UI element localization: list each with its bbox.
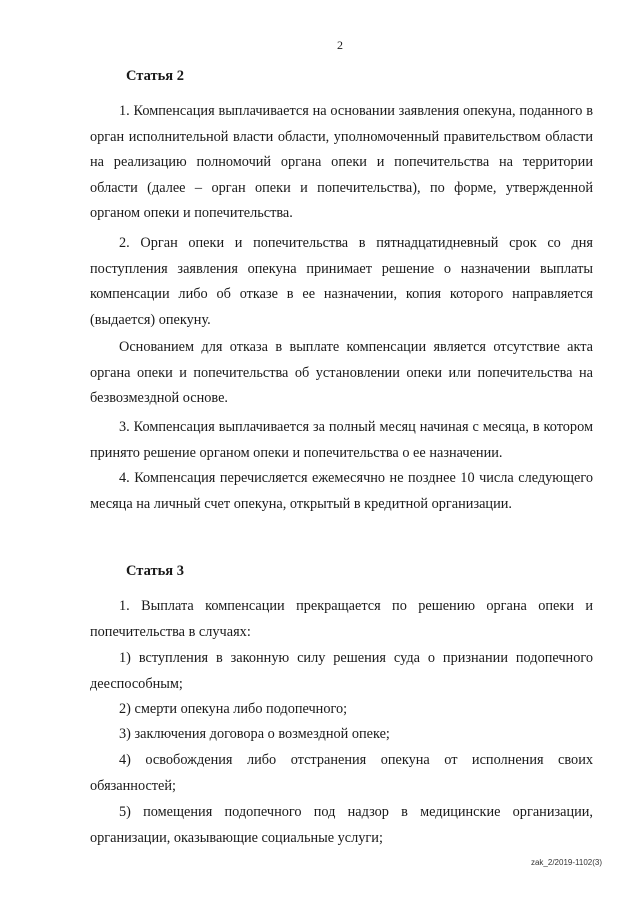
article-2-paragraph-2: 2. Орган опеки и попечительства в пятнадцатидневный срок со дня поступления заявления опекуна принимает решение о назначении выплаты компенсации либо об отказе в ее назначении, копия которого направляется (выдается) опекуну. — [90, 235, 593, 328]
article-2-paragraph-1: 1. Компенсация выплачивается на основании заявления опекуна, поданного в орган исполнительной власти области, уполномоченный правительством области на реализацию полномочий органа опеки и попечительства на территории области (далее – орган опеки и попечительства), по форме, утвержденной органом опеки и попечительства. — [90, 103, 593, 222]
article-2-paragraph-3: Основанием для отказа в выплате компенсации является отсутствие акта органа опеки и попечительства об установлении опеки или попечительства на безвозмездной основе. — [90, 339, 593, 407]
article-2-heading: Статья 2 — [126, 68, 184, 84]
document-code-footer: zak_2/2019-1102(3) — [530, 858, 602, 867]
article-3-item-5: 5) помещения подопечного под надзор в медицинские организации, организации, оказывающие социальные услуги; — [90, 804, 593, 846]
article-3-heading: Статья 3 — [126, 563, 184, 579]
article-3-item-4: 4) освобождения либо отстранения опекуна от исполнения своих обязанностей; — [90, 752, 593, 794]
article-3-item-3: 3) заключения договора о возмездной опеке; — [119, 726, 390, 742]
article-3-item-1: 1) вступления в законную силу решения суда о признании подопечного дееспособным; — [90, 650, 593, 692]
article-3-item-2: 2) смерти опекуна либо подопечного; — [119, 701, 348, 717]
article-2-paragraph-4: 3. Компенсация выплачивается за полный месяц начиная с месяца, в котором принято решение органом опеки и попечительства о ее назначении. — [90, 419, 593, 461]
article-3-paragraph-1: 1. Выплата компенсации прекращается по решению органа опеки и попечительства в случаях: — [90, 598, 593, 640]
page-number: 2 — [337, 38, 343, 52]
article-2-paragraph-5: 4. Компенсация перечисляется ежемесячно не позднее 10 числа следующего месяца на личный счет опекуна, открытый в кредитной организации. — [90, 470, 593, 512]
